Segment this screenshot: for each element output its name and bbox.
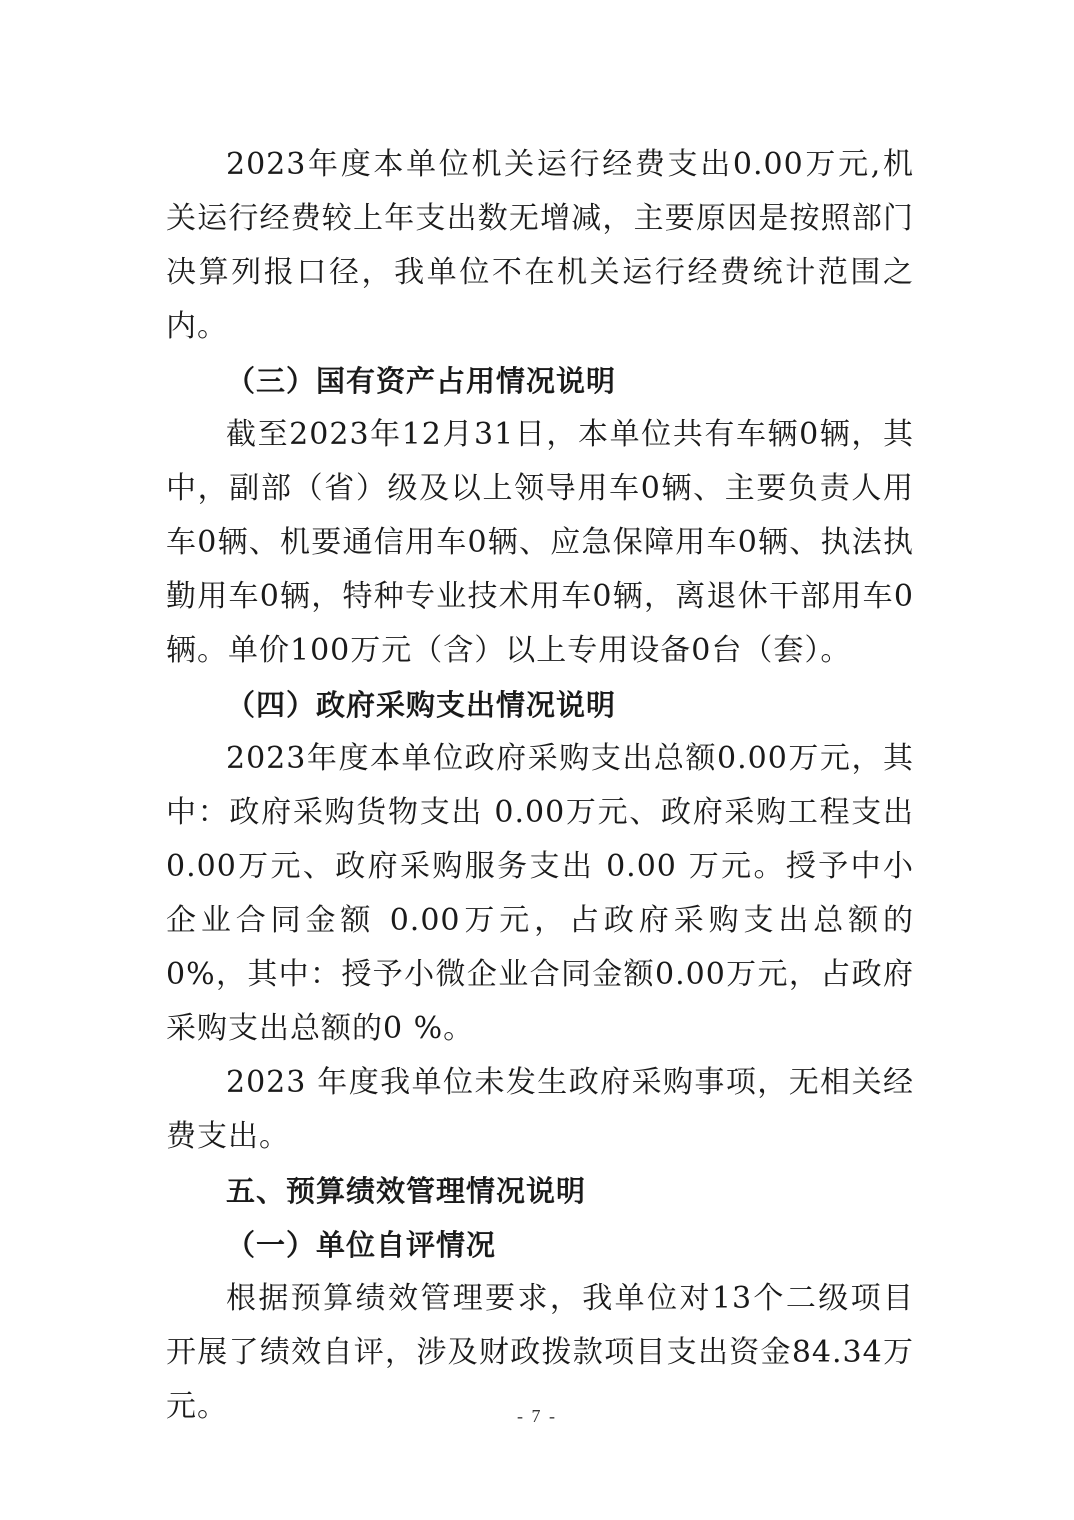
heading-government-procurement: （四）政府采购支出情况说明 [226, 688, 617, 722]
heading-state-assets: （三）国有资产占用情况说明 [226, 364, 617, 398]
heading-budget-performance: 五、预算绩效管理情况说明 [226, 1174, 587, 1208]
paragraph-vehicles-equipment: 截至2023年12月31日，本单位共有车辆0辆，其中，副部（省）级及以上领导用车0辆、主要负责人用车0辆、机要通信用车0辆、应急保障用车0辆、执法执勤用车0辆，特种专业技术用车0辆，离退休干部用车0辆。单价100万元（含）以上专用设备0台（套）。 [166, 417, 914, 668]
paragraph-self-evaluation: 根据预算绩效管理要求，我单位对13个二级项目开展了绩效自评，涉及财政拨款项目支出资金84.34万元。 [166, 1281, 914, 1424]
document-body [166, 138, 914, 1434]
page-number: - 7 - [517, 1406, 557, 1426]
paragraph-admin-operating-expenses: 2023年度本单位机关运行经费支出0.00万元,机关运行经费较上年支出数无增减，主要原因是按照部门决算列报口径，我单位不在机关运行经费统计范围之内。 [166, 147, 914, 344]
paragraph-no-procurement: 2023 年度我单位未发生政府采购事项，无相关经费支出。 [166, 1065, 914, 1154]
paragraph-procurement-amounts: 2023年度本单位政府采购支出总额0.00万元，其中：政府采购货物支出 0.00万元、政府采购工程支出 0.00万元、政府采购服务支出 0.00 万元。授予中小企业合同金额 0.00万元，占政府采购支出总额的0%，其中：授予小微企业合同金额0.00万元，占政府采购支出总额的0 %。 [166, 741, 914, 1046]
heading-self-evaluation: （一）单位自评情况 [226, 1228, 497, 1262]
